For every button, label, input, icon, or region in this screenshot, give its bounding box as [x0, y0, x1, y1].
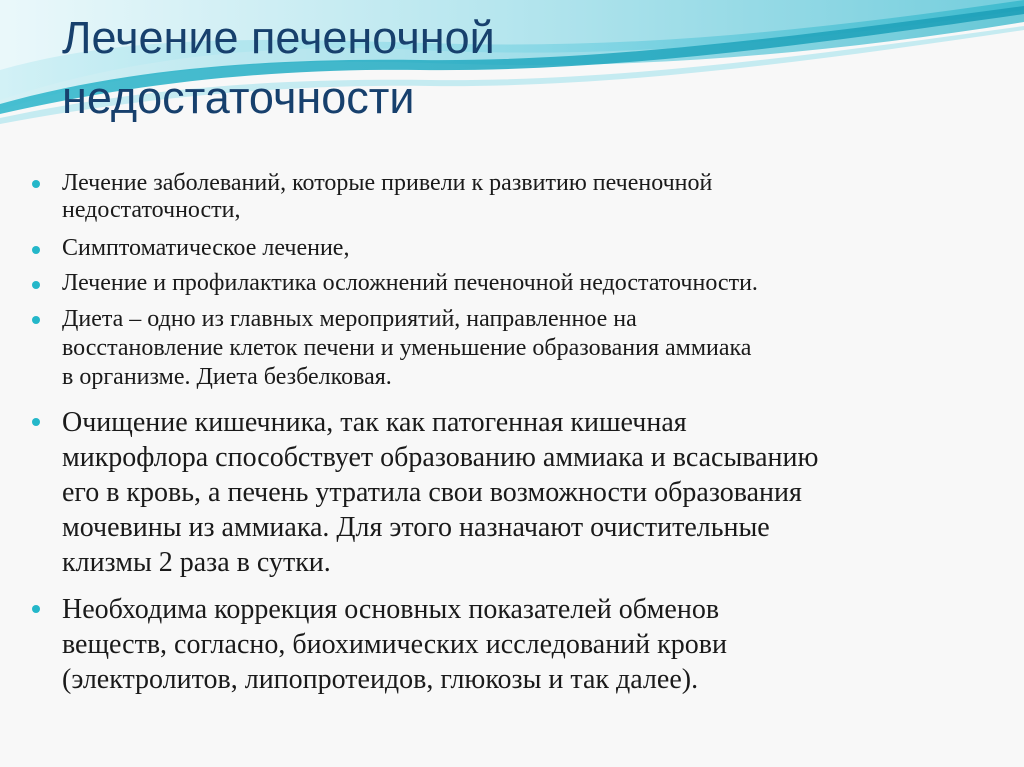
slide-title: [62, 8, 962, 128]
bullet-list: [30, 170, 990, 697]
bullet-line: (электролитов, липопротеидов, глюкозы и так далее).: [62, 664, 699, 695]
bullet-item-underlying-diseases: [30, 170, 990, 224]
bullet-line: мочевины из аммиака. Для этого назначают очистительные: [62, 512, 770, 543]
bullet-line: недостаточности,: [62, 197, 241, 223]
bullet-line: Лечение и профилактика осложнений печеночной недостаточности.: [62, 270, 758, 296]
bullet-line: в организме. Диета безбелковая.: [62, 364, 392, 390]
bullet-dot-icon: [32, 605, 40, 613]
bullet-item-symptomatic: [30, 235, 990, 262]
bullet-dot-icon: [32, 418, 40, 426]
bullet-line: веществ, согласно, биохимических исследований крови: [62, 629, 727, 660]
bullet-line: клизмы 2 раза в сутки.: [62, 547, 331, 578]
bullet-dot-icon: [32, 180, 40, 188]
bullet-dot-icon: [32, 281, 40, 289]
bullet-line: Необходима коррекция основных показателей обменов: [62, 594, 720, 625]
bullet-dot-icon: [32, 316, 40, 324]
bullet-line: восстановление клеток печени и уменьшение образования аммиака: [62, 335, 752, 361]
title-line-2: недостаточности: [62, 72, 415, 123]
bullet-dot-icon: [32, 246, 40, 254]
bullet-line: Диета – одно из главных мероприятий, направленное на: [62, 306, 637, 332]
bullet-item-diet: [30, 305, 990, 392]
bullet-item-complications: [30, 270, 990, 297]
bullet-line: Симптоматическое лечение,: [62, 235, 350, 261]
bullet-line: Лечение заболеваний, которые привели к развитию печеночной: [62, 170, 713, 196]
title-line-1: Лечение печеночной: [62, 12, 495, 63]
bullet-line: микрофлора способствует образованию аммиака и всасыванию: [62, 442, 819, 473]
bullet-line: его в кровь, а печень утратила свои возможности образования: [62, 477, 802, 508]
bullet-line: Очищение кишечника, так как патогенная кишечная: [62, 407, 687, 438]
bullet-item-intestinal-cleansing: [30, 405, 990, 580]
bullet-item-metabolic-correction: [30, 592, 990, 697]
